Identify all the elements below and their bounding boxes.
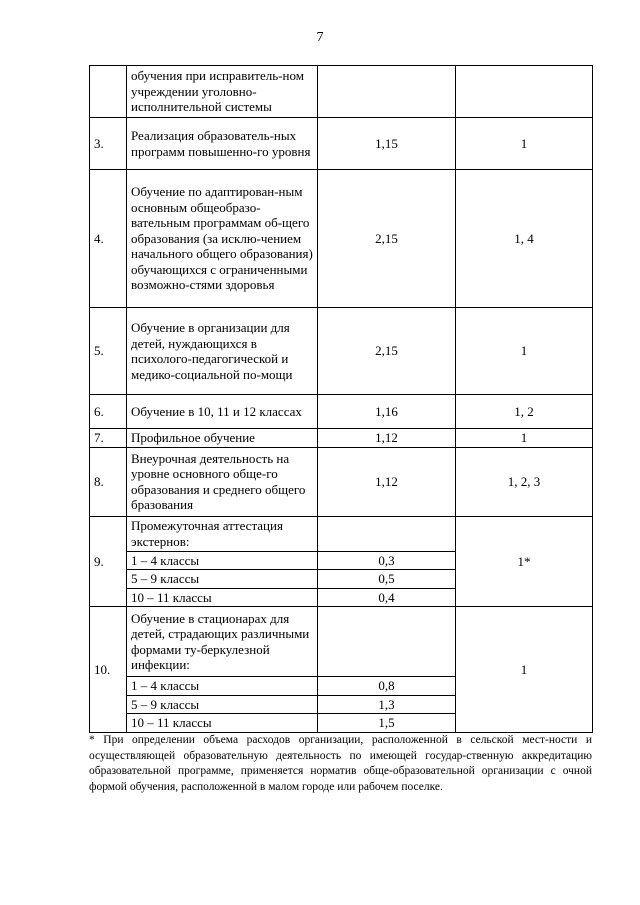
- row-value: 2,15: [318, 308, 456, 395]
- subrow-value: 0,4: [318, 588, 456, 607]
- table-row: [90, 66, 593, 118]
- table-row: [90, 429, 593, 448]
- row-value: 1,12: [318, 429, 456, 448]
- coefficients-table: [89, 65, 593, 733]
- table-row: [90, 308, 593, 395]
- table-row: [90, 516, 593, 551]
- row-number: [90, 66, 127, 118]
- subrow-value: 0,8: [318, 677, 456, 696]
- row-note: 1, 2, 3: [456, 447, 593, 516]
- row-value: [318, 607, 456, 677]
- row-value: 1,16: [318, 395, 456, 429]
- row-name: Обучение в организации для детей, нуждающихся в психолого-педагогической и медико-социальной по-мощи: [127, 308, 318, 395]
- row-note: 1, 4: [456, 170, 593, 308]
- row-value: 1,15: [318, 118, 456, 170]
- row-number: 5.: [90, 308, 127, 395]
- row-number: 6.: [90, 395, 127, 429]
- row-name: Обучение в 10, 11 и 12 классах: [127, 395, 318, 429]
- table-row: [90, 170, 593, 308]
- footnote: * При определении объема расходов организации, расположенной в сельской мест-ности и осуществляющей образовательную деятельность по имеющей государ-ственную аккредитацию образовательной программе, применяется норматив обще-образовательной организации с очной формой обучения, расположенной в малом городе или рабочем поселке.: [89, 734, 592, 793]
- table-row: [90, 395, 593, 429]
- row-name: Обучение по адаптирован-ным основным общеобразо-вательным программам об-щего образования (за исклю-чением начального общего образования) обучающихся с ограниченными возможно-стями здоровья: [127, 170, 318, 308]
- subrow-label: 5 – 9 классы: [127, 570, 318, 589]
- row-number: 8.: [90, 447, 127, 516]
- subrow-label: 1 – 4 классы: [127, 677, 318, 696]
- row-name: Реализация образователь-ных программ повышенно-го уровня: [127, 118, 318, 170]
- subrow-label: 1 – 4 классы: [127, 551, 318, 570]
- row-note: 1*: [456, 516, 593, 607]
- row-note: 1: [456, 308, 593, 395]
- table-row: [90, 118, 593, 170]
- row-note: 1: [456, 118, 593, 170]
- subrow-label: 5 – 9 классы: [127, 695, 318, 714]
- subrow-label: 10 – 11 классы: [127, 714, 318, 733]
- row-name: Профильное обучение: [127, 429, 318, 448]
- row-number: 4.: [90, 170, 127, 308]
- page-number: 7: [316, 30, 324, 45]
- subrow-value: 1,5: [318, 714, 456, 733]
- table-row: [90, 447, 593, 516]
- row-number: 7.: [90, 429, 127, 448]
- table-row: [90, 607, 593, 677]
- row-value: [318, 66, 456, 118]
- row-note: 1: [456, 607, 593, 733]
- row-name: Промежуточная аттестация экстернов:: [127, 516, 318, 551]
- row-number: 9.: [90, 516, 127, 607]
- subrow-value: 1,3: [318, 695, 456, 714]
- row-note: 1: [456, 429, 593, 448]
- row-name: Обучение в стационарах для детей, страдающих различными формами ту-беркулезной инфекции:: [127, 607, 318, 677]
- row-value: 2,15: [318, 170, 456, 308]
- subrow-value: 0,5: [318, 570, 456, 589]
- subrow-value: 0,3: [318, 551, 456, 570]
- row-note: [456, 66, 593, 118]
- subrow-label: 10 – 11 классы: [127, 588, 318, 607]
- row-value: [318, 516, 456, 551]
- row-number: 3.: [90, 118, 127, 170]
- row-note: 1, 2: [456, 395, 593, 429]
- row-number: 10.: [90, 607, 127, 733]
- row-name: обучения при исправитель-ном учреждении уголовно-исполнительной системы: [127, 66, 318, 118]
- row-value: 1,12: [318, 447, 456, 516]
- row-name: Внеурочная деятельность на уровне основного обще-го образования и среднего общего бразования: [127, 447, 318, 516]
